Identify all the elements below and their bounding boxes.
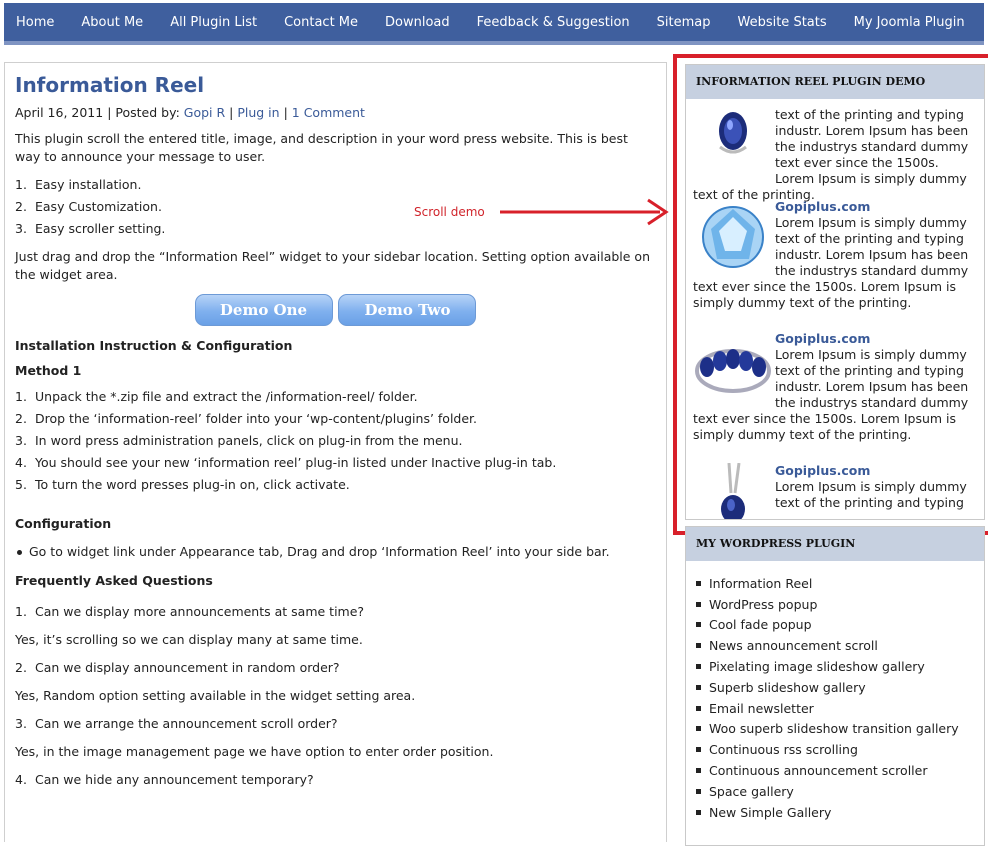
faq-list <box>15 598 656 794</box>
post-date: April 16, 2011 <box>15 105 104 120</box>
comments-link[interactable]: 1 Comment <box>291 105 365 120</box>
nav-download[interactable]: Download <box>385 14 450 30</box>
category-link[interactable]: Plug in <box>237 105 280 120</box>
sapphire-band-ring-icon <box>693 331 773 403</box>
plugin-widget-title: MY WORDPRESS PLUGIN <box>686 527 984 561</box>
faq-question: 1. Can we display more announcements at same time? <box>15 604 365 619</box>
demo-buttons <box>15 294 656 326</box>
faq-heading: Frequently Asked Questions <box>15 573 213 588</box>
post-meta: April 16, 2011 | Posted by: Gopi R | Plug in | 1 Comment <box>15 105 365 120</box>
plugin-link-new-simple-gallery[interactable]: New Simple Gallery <box>696 802 984 823</box>
bullet-icon <box>696 602 701 607</box>
bullet-icon <box>696 622 701 627</box>
intro-text: This plugin scroll the entered title, image, and description in your word press website. This is best way to announce your message to user. <box>15 131 628 164</box>
bullet-icon <box>696 747 701 752</box>
drag-drop-text: Just drag and drop the “Information Reel” widget to your sidebar location. Setting option available on the widget area. <box>15 249 650 282</box>
nav-contact-me[interactable]: Contact Me <box>284 14 359 30</box>
plugin-link-superb-slideshow[interactable]: Superb slideshow gallery <box>696 677 984 698</box>
posted-by-label: | Posted by: <box>107 105 180 120</box>
nav-about-me[interactable]: About Me <box>81 14 144 30</box>
sapphire-pendant-icon <box>693 463 773 519</box>
plugin-link-space-gallery[interactable]: Space gallery <box>696 781 984 802</box>
plugin-link-email-newsletter[interactable]: Email newsletter <box>696 698 984 719</box>
faq-question: 2. Can we display announcement in random order? <box>15 660 340 675</box>
plugin-link-news-announcement-scroll[interactable]: News announcement scroll <box>696 635 984 656</box>
annotation-arrow-icon <box>500 198 672 226</box>
reel-item <box>693 199 978 311</box>
reel-item <box>693 107 978 203</box>
plugin-link-pixelating-gallery[interactable]: Pixelating image slideshow gallery <box>696 656 984 677</box>
list-item: 2. Drop the ‘information-reel’ folder into your ‘wp-content/plugins’ folder. <box>15 411 478 426</box>
list-item: 2. Easy Customization. <box>15 199 162 214</box>
plugin-widget <box>685 526 985 846</box>
list-item: 3. In word press administration panels, click on plug-in from the menu. <box>15 433 463 448</box>
author-link[interactable]: Gopi R <box>183 105 226 120</box>
reel-widget-title: INFORMATION REEL PLUGIN DEMO <box>686 65 984 99</box>
plugin-link-woo-superb-slideshow[interactable]: Woo superb slideshow transition gallery <box>696 719 984 740</box>
config-heading: Configuration <box>15 516 112 531</box>
nav-home[interactable]: Home <box>16 14 55 30</box>
nav-all-plugin-list[interactable]: All Plugin List <box>170 14 258 30</box>
reel-item-desc: text of the printing and typing industr. Lorem Ipsum has been the industrys standard dummy text ever since the 1500s. Lorem Ipsum is simply dummy text of the printing. <box>693 107 969 202</box>
bullet-icon <box>696 726 701 731</box>
config-item: Go to widget link under Appearance tab, Drag and drop ‘Information Reel’ into your side bar. <box>15 543 656 561</box>
demo-one-button[interactable]: Demo One <box>195 294 333 326</box>
reel-item-title[interactable]: Gopiplus.com <box>775 331 871 346</box>
sapphire-ring-icon <box>693 107 773 179</box>
bullet-icon <box>696 789 701 794</box>
bullet-icon <box>696 643 701 648</box>
plugin-link-cool-fade-popup[interactable]: Cool fade popup <box>696 615 984 636</box>
reel-widget <box>685 64 985 520</box>
bullet-icon <box>696 768 701 773</box>
list-item: 4. You should see your new ‘information reel’ plug-in listed under Inactive plug-in tab. <box>15 455 557 470</box>
reel-item-desc: Lorem Ipsum is simply dummy text of the printing and typing industr. Lorem Ipsum has been the industrys standard dummy text ever since the 1500s. Lorem Ipsum is simply dummy text of the printing. <box>693 347 969 442</box>
nav-feedback[interactable]: Feedback & Suggestion <box>476 14 630 30</box>
faq-question: 3. Can we arrange the announcement scroll order? <box>15 716 338 731</box>
list-item: 5. To turn the word presses plug-in on, click activate. <box>15 477 350 492</box>
post-title[interactable]: Information Reel <box>15 73 205 97</box>
method-heading: Method 1 <box>15 363 82 378</box>
reel-item-title[interactable]: Gopiplus.com <box>775 463 871 478</box>
faq-question: 4. Can we hide any announcement temporary? <box>15 772 314 787</box>
plugin-list <box>686 561 984 823</box>
bullet-icon <box>696 685 701 690</box>
reel-item <box>693 463 978 519</box>
plugin-link-continuous-announcement[interactable]: Continuous announcement scroller <box>696 760 984 781</box>
reel-item-desc: Lorem Ipsum is simply dummy text of the printing and typing industr. Lorem Ipsum has been the industrys standard dummy text ever since the 1500s. Lorem Ipsum is simply dummy text of the printing. <box>693 215 969 310</box>
faq-answer: Yes, it’s scrolling so we can display many at same time. <box>15 632 363 647</box>
bullet-icon <box>696 706 701 711</box>
reel-item-desc: Lorem Ipsum is simply dummy text of the printing and typing <box>775 479 967 510</box>
faq-answer: Yes, Random option setting available in the widget setting area. <box>15 688 416 703</box>
list-item: 1. Unpack the *.zip file and extract the /information-reel/ folder. <box>15 389 418 404</box>
list-item: 1. Easy installation. <box>15 177 142 192</box>
scroll-demo-annotation: Scroll demo <box>414 205 485 219</box>
diamond-icon <box>693 199 773 271</box>
demo-two-button[interactable]: Demo Two <box>338 294 476 326</box>
nav-joomla-plugin[interactable]: My Joomla Plugin <box>853 14 965 30</box>
bullet-icon <box>696 664 701 669</box>
faq-answer: Yes, in the image management page we have option to enter order position. <box>15 744 494 759</box>
main-content <box>4 62 667 842</box>
reel-item-title[interactable]: Gopiplus.com <box>775 199 871 214</box>
nav-website-stats[interactable]: Website Stats <box>737 14 827 30</box>
bullet-icon <box>696 581 701 586</box>
install-heading: Installation Instruction & Configuration <box>15 338 293 353</box>
reel-scroller[interactable] <box>686 99 984 519</box>
list-item: 3. Easy scroller setting. <box>15 221 166 236</box>
bullet-icon <box>17 550 22 555</box>
plugin-link-wordpress-popup[interactable]: WordPress popup <box>696 594 984 615</box>
plugin-link-continuous-rss[interactable]: Continuous rss scrolling <box>696 739 984 760</box>
plugin-link-information-reel[interactable]: Information Reel <box>696 573 984 594</box>
method-steps <box>15 386 656 496</box>
top-navigation <box>4 3 984 45</box>
reel-item <box>693 331 978 443</box>
nav-sitemap[interactable]: Sitemap <box>656 14 711 30</box>
bullet-icon <box>696 810 701 815</box>
